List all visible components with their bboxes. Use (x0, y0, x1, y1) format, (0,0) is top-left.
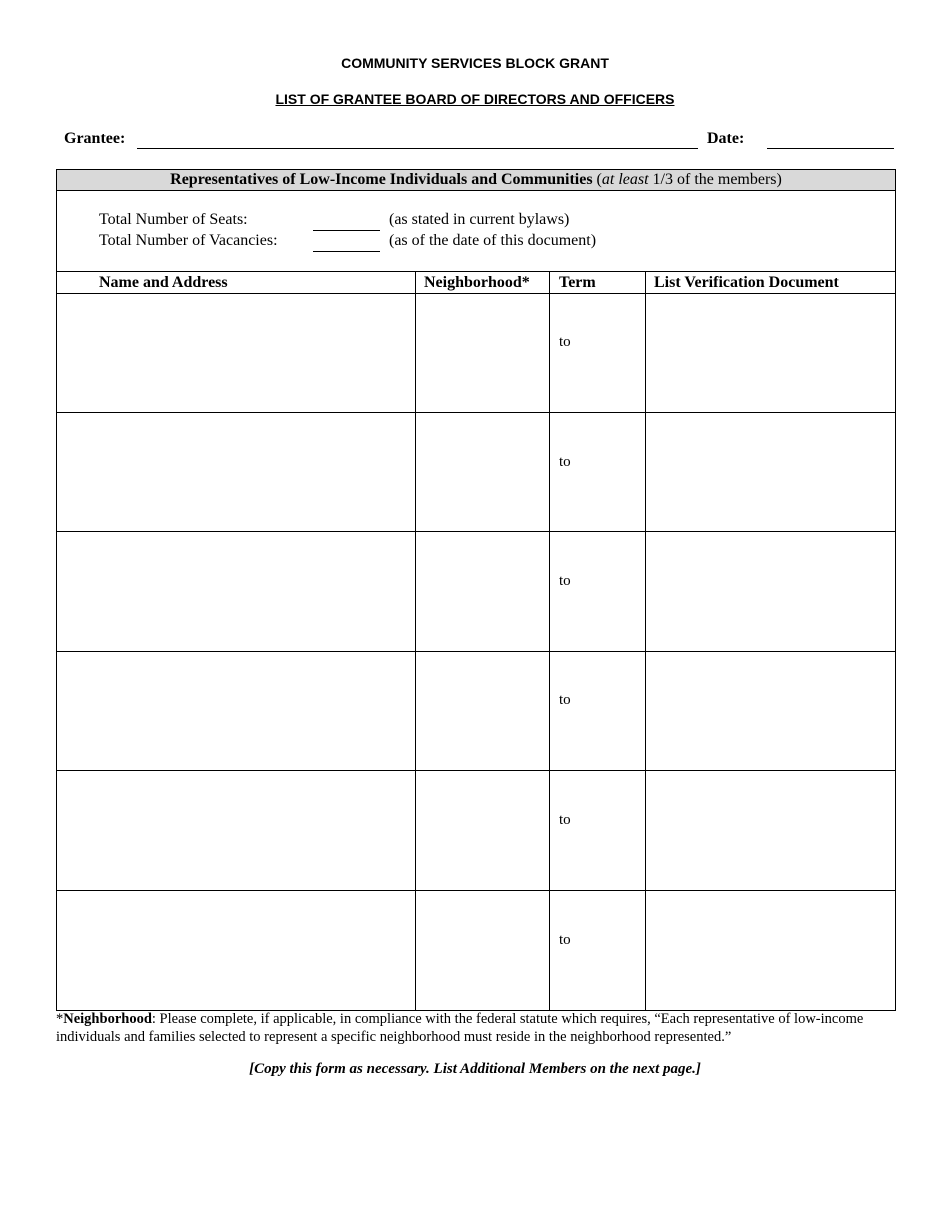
term-to-label: to (559, 692, 571, 708)
date-label: Date: (707, 130, 745, 147)
seats-field[interactable] (313, 230, 380, 231)
seats-label: Total Number of Seats: (99, 211, 248, 228)
form-title: COMMUNITY SERVICES BLOCK GRANT (341, 55, 609, 71)
row-divider (57, 412, 895, 413)
row-divider (57, 770, 895, 771)
row-divider (57, 531, 895, 532)
grantee-field[interactable] (137, 148, 698, 149)
column-divider (415, 271, 416, 1010)
term-to-label: to (559, 932, 571, 948)
term-to-label: to (559, 573, 571, 589)
term-to-label: to (559, 454, 571, 470)
column-header-term: Term (559, 274, 596, 291)
date-field[interactable] (767, 148, 894, 149)
neighborhood-footnote: *Neighborhood: Please complete, if applicable, in compliance with the federal statute which requires, “Each representative of low-income individuals and families selected to represent a specific neighborhood must reside in the neighborhood represented.” (56, 1011, 864, 1045)
column-divider (549, 271, 550, 1010)
seats-note: (as stated in current bylaws) (389, 211, 570, 228)
vacancies-note: (as of the date of this document) (389, 232, 597, 249)
row-divider (57, 651, 895, 652)
column-header-verification: List Verification Document (654, 274, 839, 291)
copy-instruction: [Copy this form as necessary. List Additional Members on the next page.] (249, 1061, 701, 1077)
vacancies-field[interactable] (313, 251, 380, 252)
vacancies-label: Total Number of Vacancies: (99, 232, 278, 249)
row-divider (57, 890, 895, 891)
form-subtitle: LIST OF GRANTEE BOARD OF DIRECTORS AND OFFICERS (275, 91, 675, 107)
column-header-name: Name and Address (99, 274, 228, 291)
column-divider (645, 271, 646, 1010)
section-heading: Representatives of Low-Income Individuals and Communities (at least 1/3 of the members) (57, 170, 895, 191)
members-table (56, 169, 896, 1011)
column-header-neighborhood: Neighborhood* (424, 274, 530, 291)
term-to-label: to (559, 334, 571, 350)
term-to-label: to (559, 812, 571, 828)
grantee-label: Grantee: (64, 130, 126, 147)
